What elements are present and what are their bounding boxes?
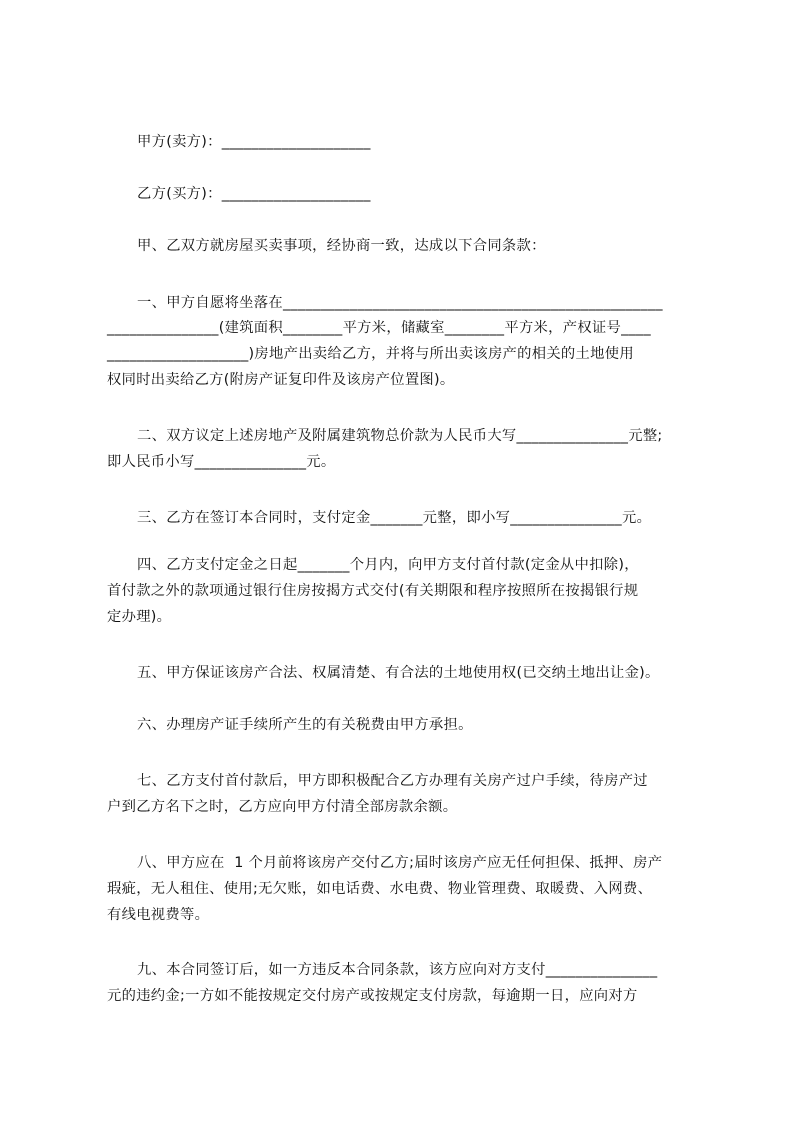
clause-4-line-3: 定办理)。 (107, 609, 172, 625)
clause-5-line-1: 五、甲方保证该房产合法、权属清楚、有合法的土地使用权(已交纳土地出让金)。 (137, 665, 660, 681)
clause-3-line-1: 三、乙方在签订本合同时，支付定金_______元整，即小写_______________元。 (137, 510, 652, 526)
clause-1-line-2: _______________(建筑面积________平方米，储藏室________平方米，产权证号____ (107, 320, 651, 336)
clause-8-line-3: 有线电视费等。 (107, 907, 210, 923)
preamble-line: 甲、乙双方就房屋买卖事项，经协商一致，达成以下合同条款： (137, 238, 546, 254)
clause-8-line-1: 八、甲方应在 1 个月前将该房产交付乙方;届时该房产应无任何担保、抵押、房产 (137, 855, 663, 871)
clause-2-line-1: 二、双方议定上述房地产及附属建筑物总价款为人民币大写_______________元整; (137, 428, 663, 444)
clause-4-line-2: 首付款之外的款项通过银行住房按揭方式交付(有关期限和程序按照所在按揭银行规 (107, 583, 639, 599)
clause-6-line-1: 六、办理房产证手续所产生的有关税费由甲方承担。 (137, 717, 473, 733)
clause-7-line-1: 七、乙方支付首付款后，甲方即积极配合乙方办理有关房产过户手续，待房产过 (137, 773, 648, 789)
clause-4-line-1: 四、乙方支付定金之日起_______个月内，向甲方支付首付款(定金从中扣除)， (137, 557, 639, 573)
clause-7-line-2: 户到乙方名下之时，乙方应向甲方付清全部房款余额。 (107, 799, 458, 815)
party-a-seller-line: 甲方(卖方)：____________________ (137, 134, 371, 150)
clause-9-line-1: 九、本合同签订后，如一方违反本合同条款，该方应向对方支付_______________ (137, 962, 658, 978)
clause-1-line-1: 一、甲方自愿将坐落在___________________________________________________ (137, 295, 663, 311)
clause-8-line-2: 瑕疵，无人租住、使用;无欠账，如电话费、水电费、物业管理费、取暖费、入网费、 (107, 881, 653, 897)
party-b-buyer-line: 乙方(买方)：____________________ (137, 186, 371, 202)
clause-9-line-2: 元的违约金;一方如不能按规定交付房产或按规定支付房款，每逾期一日，应向对方 (107, 988, 638, 1004)
clause-2-line-2: 即人民币小写_______________元。 (107, 454, 336, 470)
clause-1-line-3: ___________________)房地产出卖给乙方，并将与所出卖该房产的相关的土地使用 (107, 346, 634, 362)
clause-1-line-4: 权同时出卖给乙方(附房产证复印件及该房产位置图)。 (107, 372, 455, 388)
